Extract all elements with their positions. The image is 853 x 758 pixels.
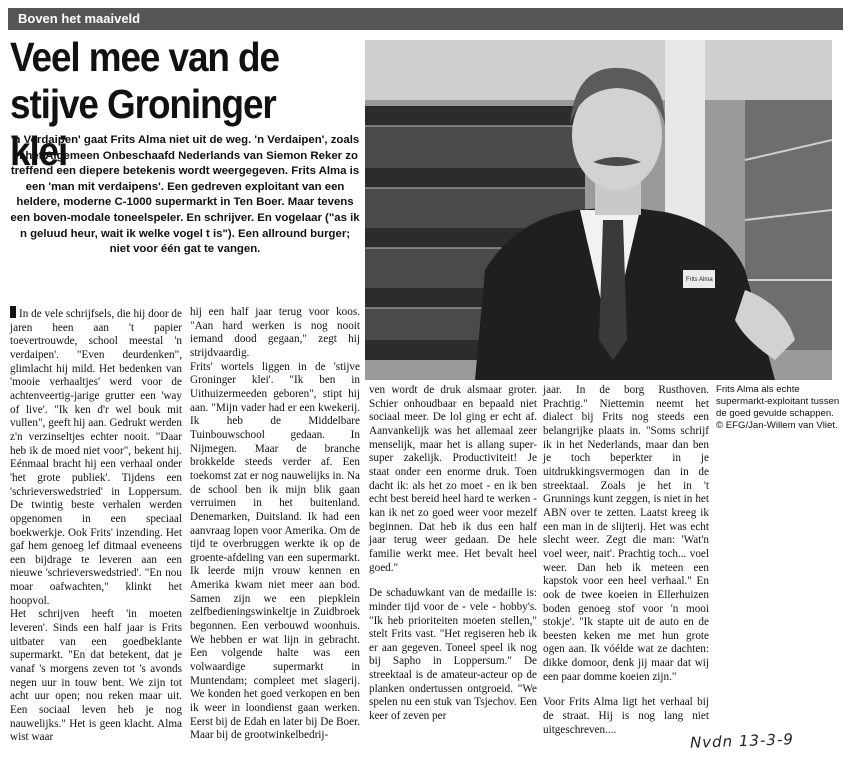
handwritten-source-note: Nvdn 13-3-9 xyxy=(689,730,795,752)
column-2-paragraph-1: hij een half jaar terug voor koos. "Aan hard werken is nog nooit iemand dood gegaan," zegt hij strijdvaardig. xyxy=(190,306,360,359)
column-1-paragraph-1: In de vele schrijfsels, die hij door de jaren heen aan 't papier toevertrouwde, school meestal 'n verdaipen'. "Even deurdenken", glimlacht hij mild. Het bedenken van 'mooie verhaaltjes' werd voor de achtenveertig-jarige grutter een 'way of live'. "Ik ken d'r wel bouk mit vullen", geeft hij aan. Gedrukt werden z'n verzinseltjes echter nooit. "Daar heb ik de moed niet voor", bekent hij. Eénmaal bracht hij een verhaal onder 'het grote publiek'. Tijdens een 'schrieverswedstried' in Loppersum. De twintig beste verhalen werden opgenomen in een speciaal boekwerkje. Ook Frits' inzending. Het gaf hem genoeg lef ditmaal eveneens een bijdrage te leveren aan een nieuwe 'schrieverswedstried'. "En nou moar oafwachten," klinkt het hoopvol. xyxy=(10,308,182,607)
article-column-4 xyxy=(543,384,709,737)
article-column-1 xyxy=(10,306,182,745)
portrait-illustration xyxy=(365,40,832,380)
article-column-2 xyxy=(190,306,360,743)
column-1-paragraph-2: Het schrijven heeft 'in moeten leveren'. Sinds een half jaar is Frits uitbater van een goedbeklante supermarkt. "En dat betekent, dat je vanaf 's morgens zeven tot 's avonds negen uur in touw bent. We zijn tot acht uur open; nou reken maar uit. Een sociaal leven heb je nog nauwelijks." Het is geen klacht. Alma wist waar xyxy=(10,608,182,744)
section-bar xyxy=(8,8,843,30)
headline-line-2: stijve Groninger klei xyxy=(10,81,276,174)
column-4-paragraph-1: jaar. In de borg Rusthoven. Prachtig." Niettemin neemt het dialect bij Frits nog steeds een belangrijke plaats in. "Soms schrijf ik in het Nederlands, maar dan ben je toch beperkter in je uitdrukkingsvermogen dan in de streektaal. Zoals je het in 't Grunnings kunt zeggen, is niet in het ABN over te zetten. Laatst kreeg ik een man in de slijterij. Het was echt slecht weer. Zegt die man: 'Wat'n voel weer, nait'. Prachtig toch... voel weer. Dan heb ik meteen een kapstok voor een heel verhaal." En ook de twee koeien in Ellerhuizen boden genoeg stof voor 'n mooi stokje'. "Ik stapte uit de auto en de beesten keken me met hun grote ogen aan. Ik vóélde wat ze dachten: dikke domoor, denk jij maar dat wij een paar domme koeien zijn." xyxy=(543,384,709,683)
supermarket-photo xyxy=(365,40,832,380)
name-tag-text: Frits Alma xyxy=(686,277,713,283)
intro-paragraph: 'n Verdaipen' gaat Frits Alma niet uit de weg. 'n Verdaipen', zoals in het Algemeen Onbeschaafd Nederlands van Siemon Reker zo treffend een diepere betekenis wordt weergegeven. Frits Alma is een 'man mit verdaipens'. Een gedreven exploitant van een heldere, moderne C-1000 supermarkt in Ten Boer. Maar tevens een boven-modale toneelspeler. En schrijver. En vogelaar ("as ik n geluud heur, wait ik welke vogel t is"). Een allround burger; niet voor één gat te vangen. xyxy=(10,134,360,256)
column-4-paragraph-2: Voor Frits Alma ligt het verhaal bij de straat. Hij is nog lang niet uitgeschreven.... xyxy=(543,696,709,736)
column-3-paragraph-2: De schaduwkant van de medaille is: minder tijd voor de - vele - hobby's. "Ik heb prioriteiten moeten stellen," stelt Frits vast. "Het regiseren heb ik er aan gegeven. Toneel speel ik nog bij Sapho in Loppersum." De streektaal is de amateur-acteur op de planken ondertussen ontgroeid. "We spelen nu een stuk van Tsjechov. Een keer of zeven per xyxy=(369,587,537,723)
column-3-paragraph-1: ven wordt de druk alsmaar groter. Schier onhoudbaar en bepaald niet sociaal meer. De lol ging er echt af. Aanvankelijk was het allemaal zeer menselijk, maar het is allang super-super zakelijk. Productiviteit! Je staat onder een enorme druk. Toen dacht ik: als het zo moet - en ik ben echt best bereid heel hard te werken - kan ik net zo goed weer voor mezelf beginnen. Dat heb ik dus een half jaar terug weer gedaan. De hele familie werkt mee. Het bevalt heel goed." xyxy=(369,384,537,574)
section-label: Boven het maaiveld xyxy=(18,11,141,26)
headline-line-1: Veel mee van de xyxy=(10,34,279,80)
photo-caption: Frits Alma als echte supermarkt-exploitant tussen de goed gevulde schappen. © EFG/Jan-Willem van Vliet. xyxy=(716,384,840,431)
article-column-3 xyxy=(369,384,537,724)
column-2-paragraph-2: Frits' wortels liggen in de 'stijve Groninger klei'. "Ik ben in Uithuizermeeden geboren", stipt hij aan. "Mijn vader had er een kwekerij. Ik heb de Middelbare Tuinbouwschool gedaan. In Nijmegen. Maar de branche brokkelde steeds verder af. Een toekomst zat er nog nauwelijks in. Na de school ben ik mijn blik gaan verruimen in het buitenland. Denemarken, Duitsland. Ik had een aanvraag lopen voor Amerika. Om de tijd te overbruggen werkte ik op de groente-afdeling van een supermarkt. Ik leerde mijn vrouw kennen en Amerika kwam niet meer aan bod. Samen zijn we een piepklein zelfbedieningswinkeltje in Zuidbroek begonnen. Een verbouwd woonhuis. We hebben er wat lijn in gebracht. Een volgende halte was een volwaardige supermarkt in Muntendam; compleet met slagerij. We konden het goed verkopen en ben ik weer in loondienst gaan werken. Eerst bij de Edah en later bij De Boer. Maar bij de grootwinkelbedrij- xyxy=(190,360,360,742)
dropcap-mark xyxy=(10,306,16,318)
